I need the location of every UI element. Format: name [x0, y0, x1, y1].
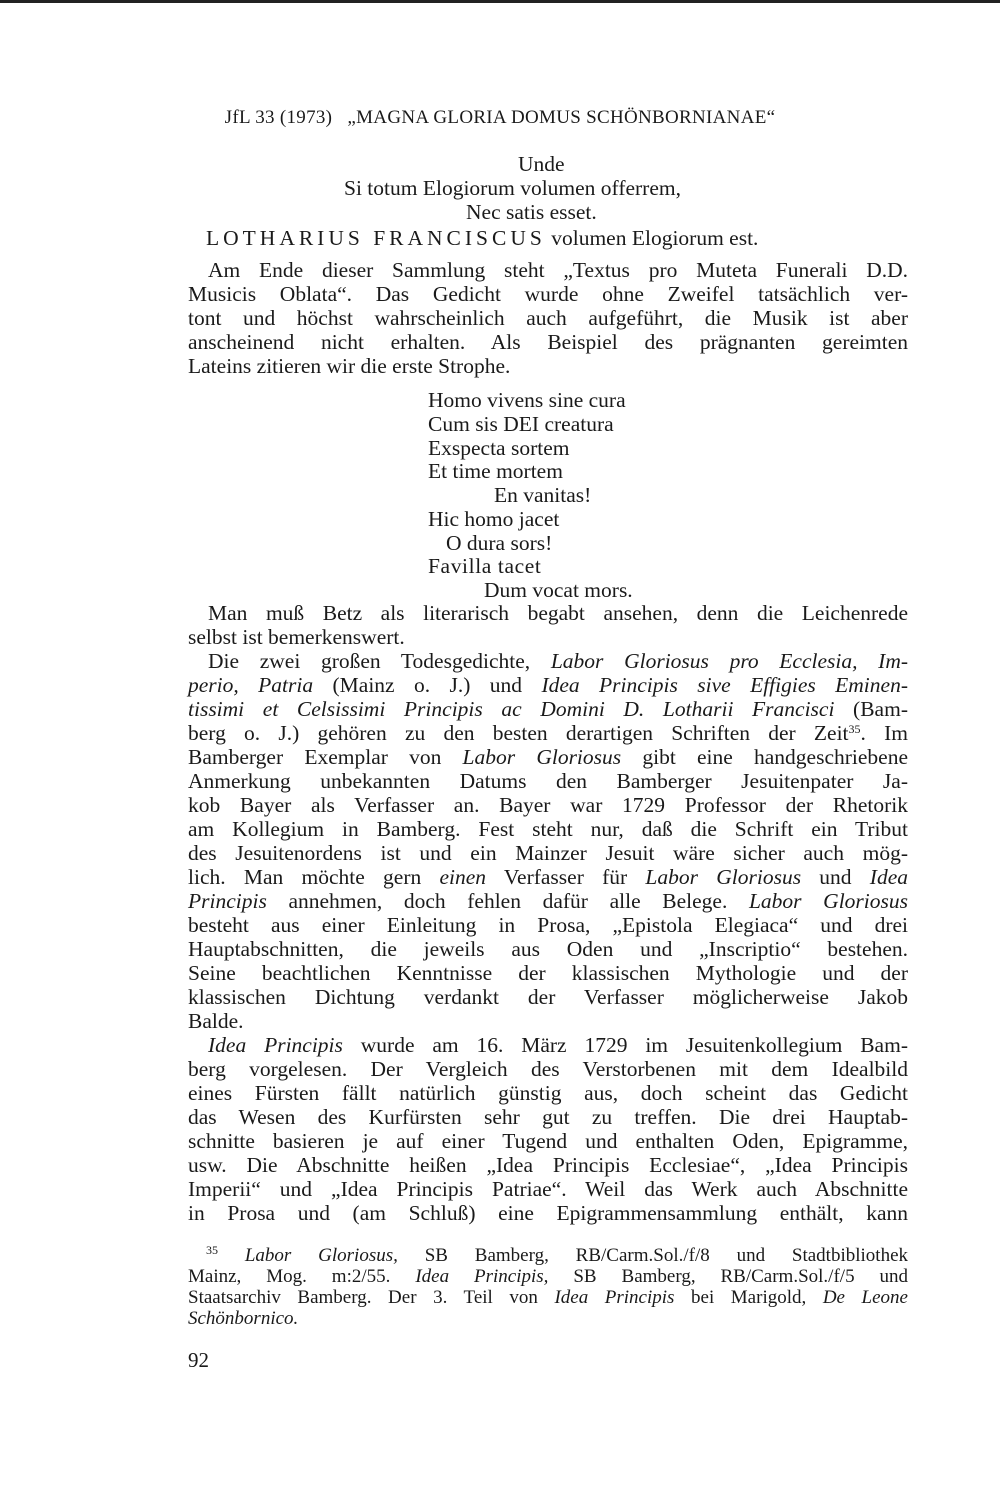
text-line: Imperii“ und „Idea Principis Patriae“. Weil das Werk auch Abschnitte [188, 1177, 908, 1201]
verse-line: Nec satis esset. [466, 200, 597, 224]
name-spaced: LOTHARIUS FRANCISCUS [206, 226, 546, 250]
title-italic: Idea [869, 865, 908, 889]
text-line: Am Ende dieser Sammlung steht „Textus pro Muteta Funerali D.D. [208, 258, 908, 282]
title-italic: Idea Principis, [415, 1266, 549, 1287]
text-line: kob Bayer als Verfasser an. Bayer war 1729 Professor der Rhetorik [188, 793, 908, 817]
text-line: am Kollegium in Bamberg. Fest steht nur, daß die Schrift ein Tribut [188, 817, 908, 841]
title-italic: Labor Gloriosus pro Ecclesia, Im- [550, 649, 909, 673]
footnote-line [188, 1287, 908, 1308]
text: (Mainz o. J.) und [313, 673, 542, 697]
title-italic: Idea Principis sive Effigies Eminen- [541, 673, 908, 697]
text-line: selbst ist bemerkenswert. [188, 625, 405, 649]
text-line [188, 889, 908, 913]
footnote-line [188, 1266, 908, 1287]
poem-line: Homo vivens sine cura [428, 388, 626, 412]
title-italic: Labor Gloriosus [462, 745, 622, 769]
poem-line: Favilla tacet [428, 554, 542, 578]
page-number: 92 [188, 1348, 209, 1372]
text-line: Musicis Oblata“. Das Gedicht wurde ohne Zweifel tatsächlich ver- [188, 282, 908, 306]
text-line: berg vorgelesen. Der Vergleich des Verstorbenen mit dem Idealbild [188, 1057, 908, 1081]
article-title: „MAGNA GLORIA DOMUS SCHÖNBORNIANAE“ [347, 107, 776, 128]
text: SB Bamberg, RB/Carm.Sol./f/8 und Stadtbibliothek [397, 1245, 909, 1266]
title-italic: Schönbornico. [188, 1308, 299, 1329]
text: lich. Man möchte gern [188, 865, 440, 889]
text-line [188, 697, 908, 721]
poem-line: O dura sors! [446, 531, 553, 555]
text: Die zwei großen Todesgedichte, [208, 649, 551, 673]
text-line: Seine beachtlichen Kenntnisse der klassischen Mythologie und der [188, 961, 908, 985]
journal-ref: JfL 33 (1973) [224, 107, 333, 128]
text-line [188, 865, 908, 889]
text-line [188, 673, 908, 697]
poem-line: Hic homo jacet [428, 507, 560, 531]
text-line [208, 649, 908, 673]
text-line: usw. Die Abschnitte heißen „Idea Principis Ecclesiae“, „Idea Principis [188, 1153, 908, 1177]
running-head [0, 107, 1000, 129]
title-italic: Idea Principis [208, 1033, 343, 1057]
footnote-line [206, 1245, 908, 1266]
text: berg o. J.) gehören zu den besten derartigen Schriften der Zeit [188, 721, 849, 745]
title-italic: De Leone [822, 1287, 908, 1308]
verse-line: Si totum Elogiorum volumen offerrem, [344, 176, 681, 200]
text-line: das Wesen des Kurfürsten sehr gut zu treffen. Die drei Hauptab- [188, 1105, 908, 1129]
text-line: Hauptabschnitten, die jeweils aus Oden und „Inscriptio“ bestehen. [188, 937, 908, 961]
text: Staatsarchiv Bamberg. Der 3. Teil von [188, 1287, 555, 1308]
title-italic: tissimi et Celsissimi Principis ac Domini D. Lotharii Francisci [188, 697, 835, 721]
emphasis: einen [439, 865, 487, 889]
text-line: Lateins zitieren wir die erste Strophe. [188, 354, 511, 378]
text-line: eines Fürsten fällt natürlich günstig aus, doch scheint das Gedicht [188, 1081, 908, 1105]
poem-line: Et time mortem [428, 459, 563, 483]
title-italic: Principis [188, 889, 267, 913]
text-line: Balde. [188, 1009, 244, 1033]
text-line [208, 1033, 908, 1057]
text: und [801, 865, 870, 889]
text: bei Marigold, [674, 1287, 823, 1308]
text-line: in Prosa und (am Schluß) eine Epigrammensammlung enthält, kann [188, 1201, 908, 1225]
text-line [188, 745, 908, 769]
top-rule [0, 0, 1000, 3]
title-italic: Idea Principis [554, 1287, 675, 1308]
text-line: anscheinend nicht erhalten. Als Beispiel des prägnanten gereimten [188, 330, 908, 354]
text: annehmen, doch fehlen dafür alle Belege. [266, 889, 749, 913]
text: Bamberger Exemplar von [188, 745, 463, 769]
text-line: Anmerkung unbekannten Datums den Bamberger Jesuitenpater Ja- [188, 769, 908, 793]
text-line: klassischen Dichtung verdankt der Verfasser möglicherweise Jakob [188, 985, 908, 1009]
text-line [188, 721, 908, 745]
text: Verfasser für [486, 865, 646, 889]
text: . Im [860, 721, 909, 745]
text: (Bam- [834, 697, 908, 721]
text-line: des Jesuitenordens ist und ein Mainzer Jesuit wäre sicher auch mög- [188, 841, 908, 865]
verse-line: Unde [518, 152, 565, 176]
text-line: besteht aus einer Einleitung in Prosa, „Epistola Elegiaca“ und drei [188, 913, 908, 937]
title-italic: Labor Gloriosus [645, 865, 802, 889]
text: gibt eine handgeschriebene [621, 745, 909, 769]
poem-line: Exspecta sortem [428, 436, 570, 460]
verse-line [206, 226, 758, 250]
text-line: schnitte basieren je auf einer Tugend und enthalten Oden, Epigramme, [188, 1129, 908, 1153]
verse-rest: volumen Elogiorum est. [551, 226, 759, 250]
footnote-ref: 35 [848, 722, 861, 736]
title-italic: perio, Patria [188, 673, 314, 697]
text: Mainz, Mog. m:2/55. [188, 1266, 416, 1287]
footnote-number: 35 [206, 1243, 218, 1257]
text: SB Bamberg, RB/Carm.Sol./f/5 und [548, 1266, 908, 1287]
poem-line: Cum sis DEI creatura [428, 412, 614, 436]
title-italic: Labor Gloriosus, [244, 1245, 398, 1266]
poem-line: En vanitas! [494, 483, 592, 507]
poem-line: Dum vocat mors. [484, 578, 633, 602]
text-line: Man muß Betz als literarisch begabt ansehen, denn die Leichenrede [208, 601, 908, 625]
title-italic: Labor Gloriosus [748, 889, 908, 913]
text-line: tont und höchst wahrscheinlich auch aufgeführt, die Musik ist aber [188, 306, 908, 330]
text: wurde am 16. März 1729 im Jesuitenkollegium Bam- [342, 1033, 908, 1057]
footnote-line [188, 1308, 298, 1329]
